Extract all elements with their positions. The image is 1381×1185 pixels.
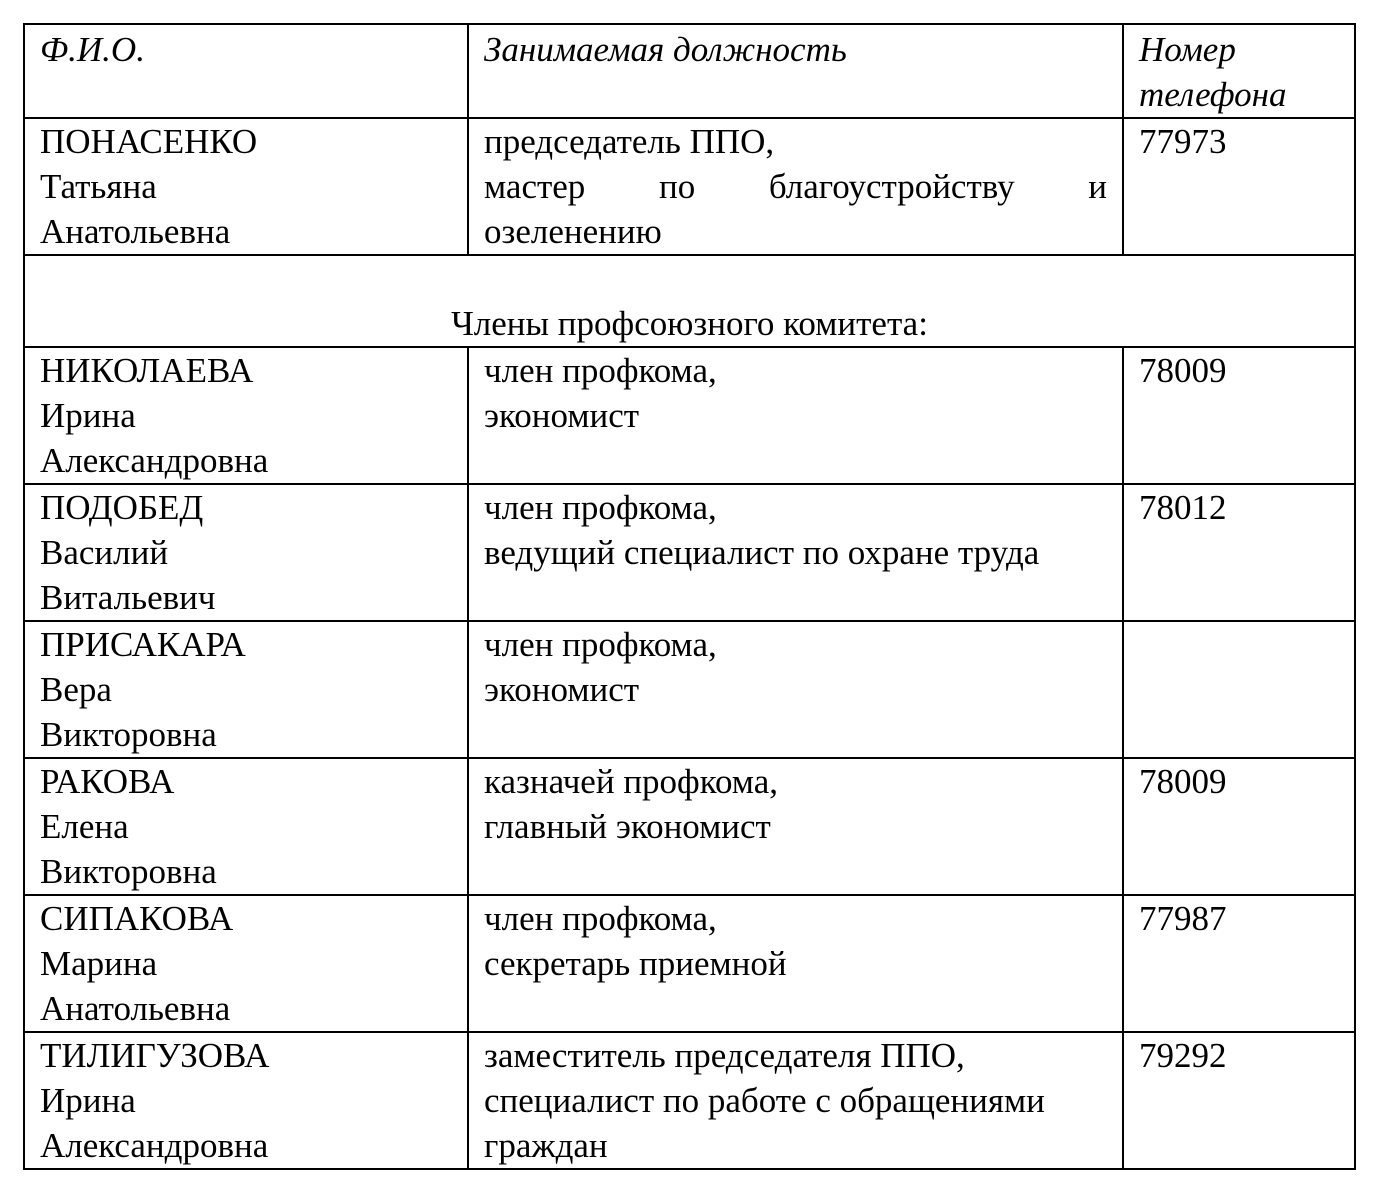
name-cell	[24, 484, 468, 621]
role-line: член профкома,	[484, 351, 717, 390]
header-phone-cell	[1123, 24, 1355, 118]
table-row	[24, 484, 1355, 621]
header-phone-line1: Номер	[1139, 30, 1236, 69]
surname: НИКОЛАЕВА	[40, 351, 254, 390]
phone-cell	[1123, 621, 1355, 758]
patronymic: Витальевич	[40, 578, 216, 617]
phone-number: 79292	[1139, 1036, 1227, 1075]
name-cell	[24, 118, 468, 255]
surname: ПРИСАКАРА	[40, 625, 246, 664]
role-line-justified	[484, 164, 1107, 209]
patronymic: Александровна	[40, 1126, 269, 1165]
role-line: секретарь приемной	[484, 944, 787, 983]
role-line: ведущий специалист по охране труда	[484, 533, 1040, 572]
role-line: заместитель председателя ППО,	[484, 1036, 965, 1075]
position-cell	[468, 621, 1123, 758]
patronymic: Викторовна	[40, 715, 217, 754]
phone-cell	[1123, 484, 1355, 621]
name-cell	[24, 758, 468, 895]
table-row	[24, 895, 1355, 1032]
table-header-row	[24, 24, 1355, 118]
header-position: Занимаемая должность	[484, 30, 847, 69]
patronymic: Анатольевна	[40, 212, 231, 251]
surname: ТИЛИГУЗОВА	[40, 1036, 270, 1075]
section-title: Члены профсоюзного комитета:	[451, 304, 928, 343]
phone-number: 78009	[1139, 762, 1227, 801]
patronymic: Викторовна	[40, 852, 217, 891]
table-row	[24, 621, 1355, 758]
name-cell	[24, 347, 468, 484]
phone-number: 78009	[1139, 351, 1227, 390]
role-word: мастер	[484, 167, 586, 206]
table-row-chair	[24, 118, 1355, 255]
name-cell	[24, 1032, 468, 1169]
phone-cell	[1123, 758, 1355, 895]
position-cell	[468, 347, 1123, 484]
role-line: главный экономист	[484, 807, 771, 846]
first-name: Василий	[40, 533, 169, 572]
role-line: член профкома,	[484, 899, 717, 938]
header-name-cell	[24, 24, 468, 118]
phone-cell	[1123, 1032, 1355, 1169]
section-title-cell	[24, 255, 1355, 347]
section-row	[24, 255, 1355, 347]
role-line: председатель ППО,	[484, 122, 775, 161]
phone-number: 78012	[1139, 488, 1227, 527]
union-committee-table	[23, 23, 1356, 1170]
role-word: и	[1088, 167, 1107, 206]
role-word: по	[658, 167, 696, 206]
name-cell	[24, 895, 468, 1032]
role-line: озеленению	[484, 212, 662, 251]
phone-cell	[1123, 895, 1355, 1032]
table-row	[24, 758, 1355, 895]
position-cell	[468, 895, 1123, 1032]
phone-number: 77973	[1139, 122, 1227, 161]
phone-cell	[1123, 118, 1355, 255]
first-name: Ирина	[40, 1081, 136, 1120]
surname: СИПАКОВА	[40, 899, 234, 938]
header-phone-line2: телефона	[1139, 75, 1287, 114]
position-cell	[468, 1032, 1123, 1169]
role-line: казначей профкома,	[484, 762, 778, 801]
patronymic: Анатольевна	[40, 989, 231, 1028]
patronymic: Александровна	[40, 441, 269, 480]
position-cell	[468, 758, 1123, 895]
position-cell	[468, 484, 1123, 621]
surname: ПОДОБЕД	[40, 488, 204, 527]
role-line: специалист по работе с обращениями	[484, 1081, 1045, 1120]
name-cell	[24, 621, 468, 758]
table-row	[24, 1032, 1355, 1169]
position-cell	[468, 118, 1123, 255]
role-word: благоустройству	[768, 167, 1015, 206]
role-line: экономист	[484, 670, 640, 709]
header-position-cell	[468, 24, 1123, 118]
role-line: член профкома,	[484, 488, 717, 527]
phone-number: 77987	[1139, 899, 1227, 938]
surname: ПОНАСЕНКО	[40, 122, 258, 161]
surname: РАКОВА	[40, 762, 175, 801]
role-line: граждан	[484, 1126, 608, 1165]
first-name: Татьяна	[40, 167, 157, 206]
header-name: Ф.И.О.	[40, 30, 145, 69]
first-name: Вера	[40, 670, 112, 709]
first-name: Марина	[40, 944, 158, 983]
first-name: Ирина	[40, 396, 136, 435]
role-line: член профкома,	[484, 625, 717, 664]
role-line: экономист	[484, 396, 640, 435]
first-name: Елена	[40, 807, 129, 846]
phone-cell	[1123, 347, 1355, 484]
table-row	[24, 347, 1355, 484]
